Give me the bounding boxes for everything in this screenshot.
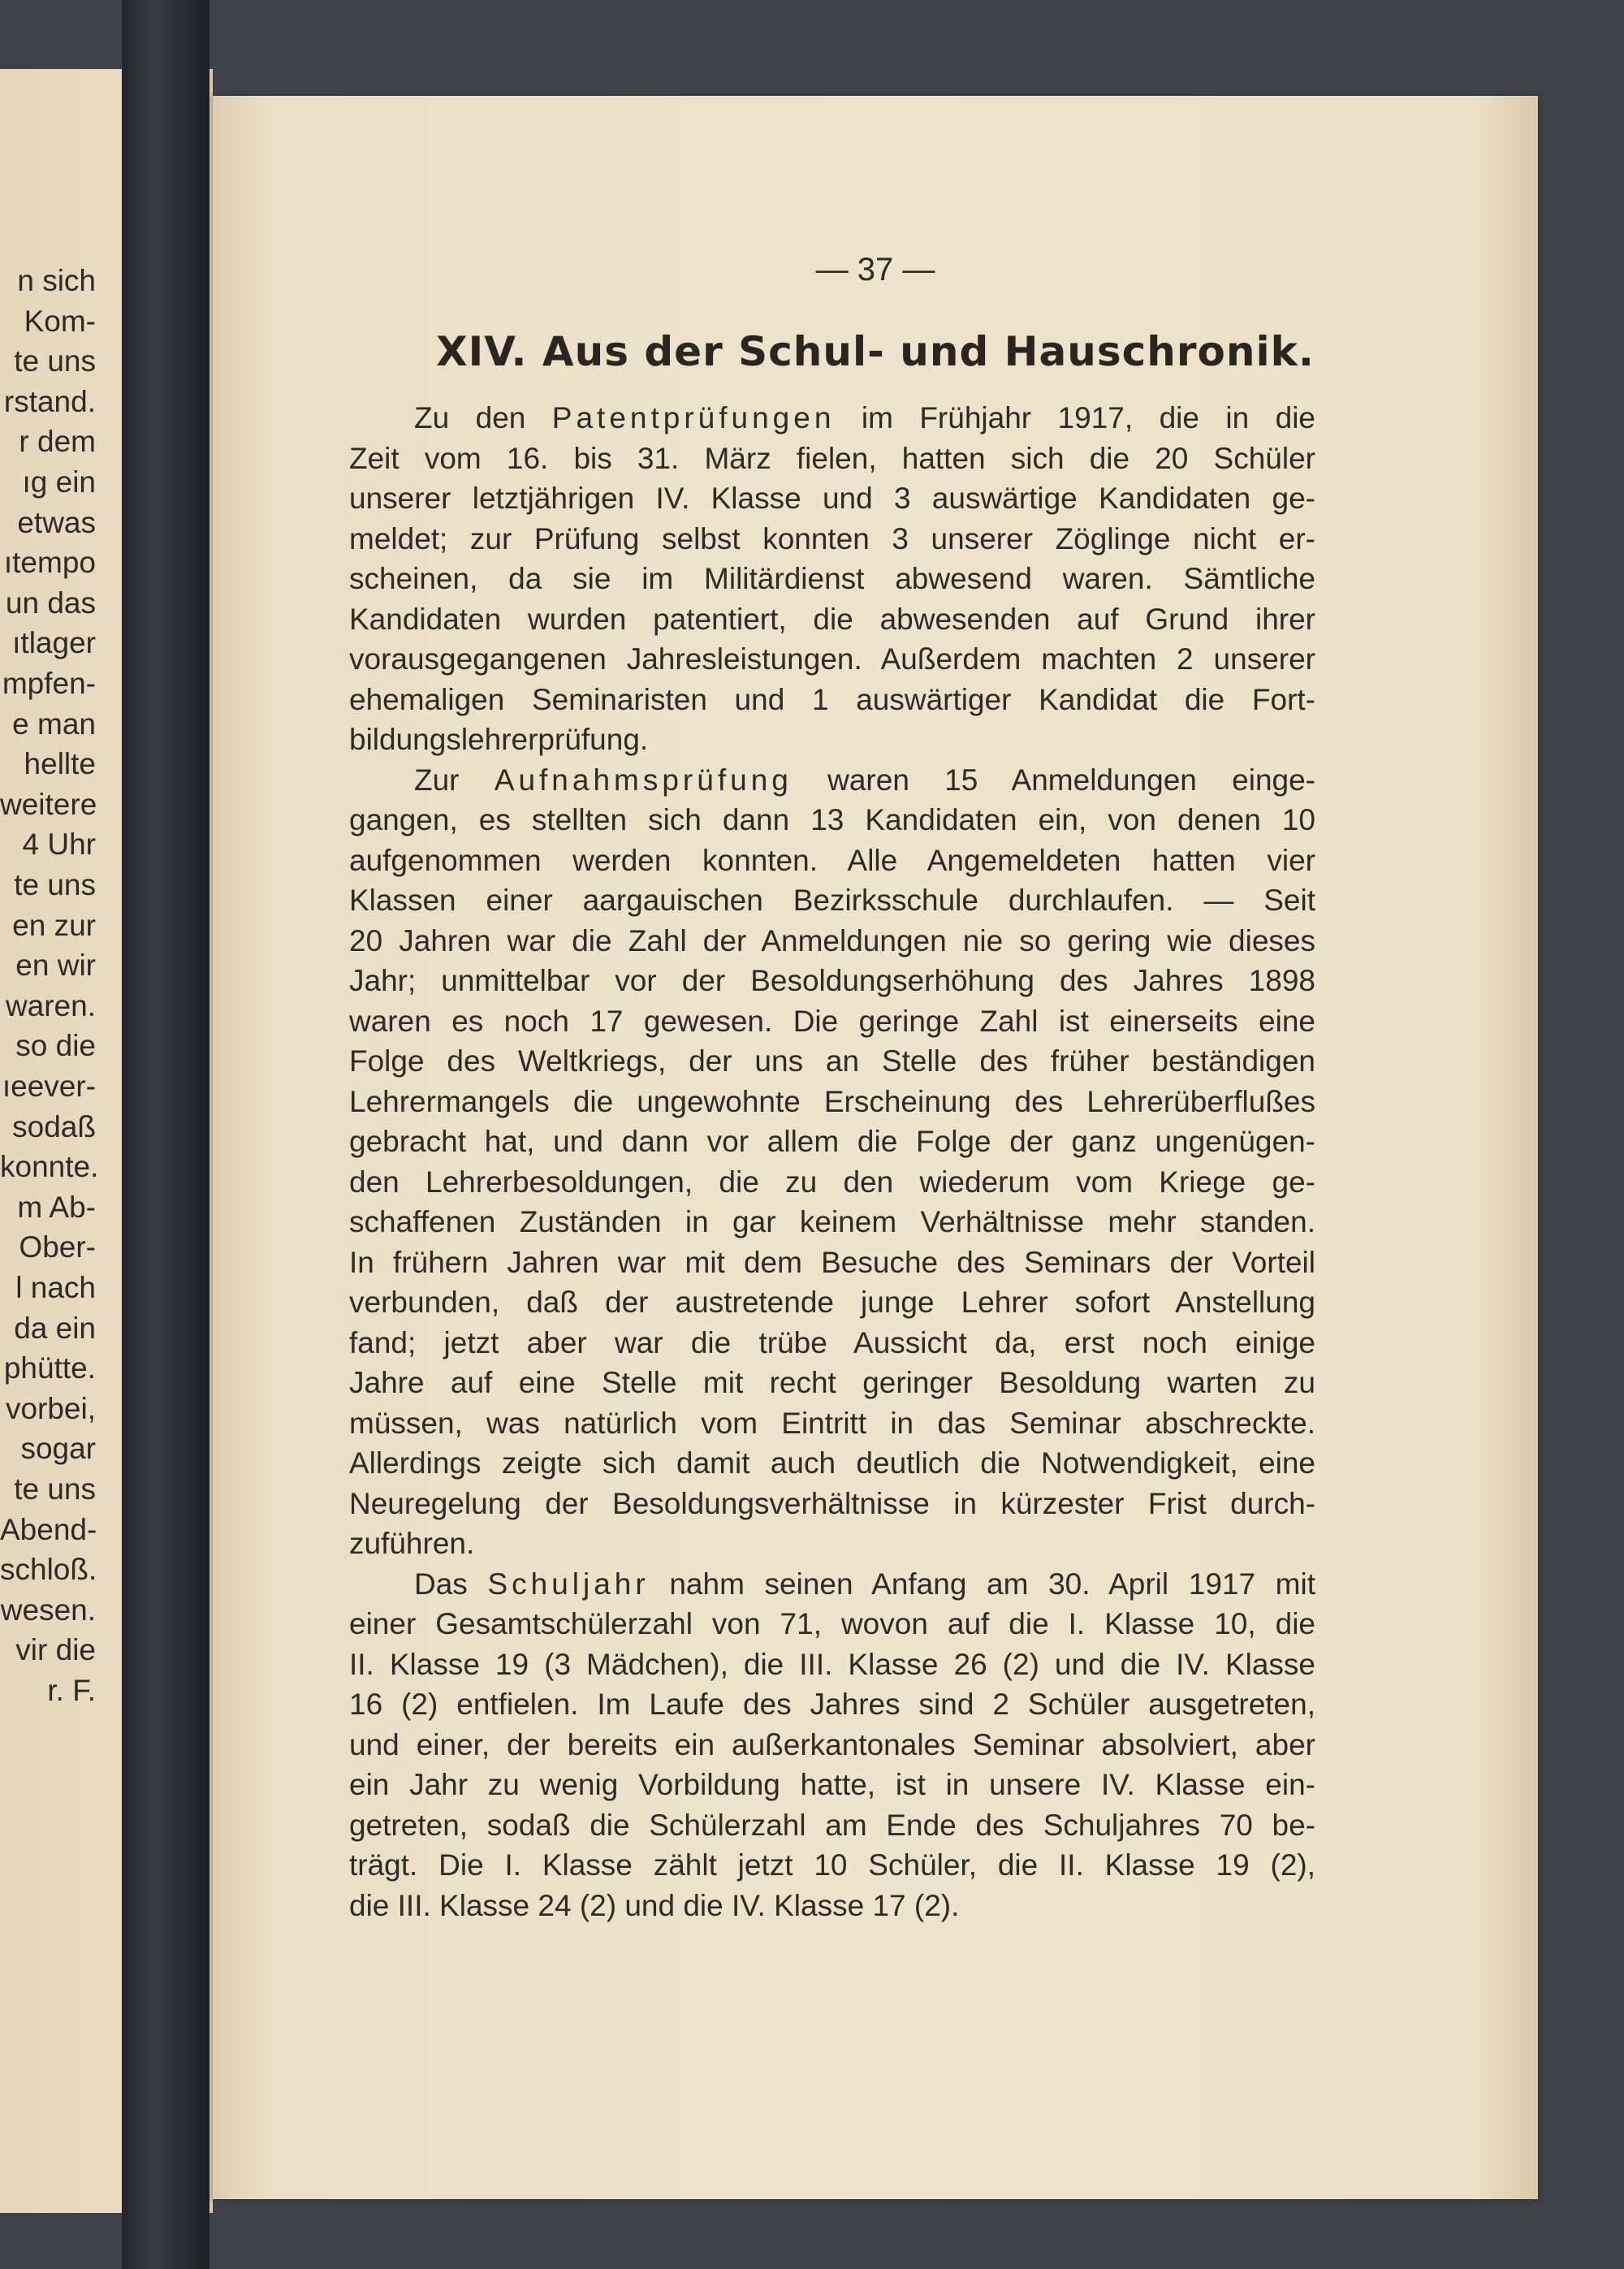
paragraph-line: unserer letztjährigen IV. Klasse und 3 auswärtige Kandidaten ge- xyxy=(349,482,1315,515)
paragraph-line xyxy=(414,403,1315,433)
left-page-line: phütte. xyxy=(3,1351,96,1385)
left-page-line: konnte. xyxy=(0,1150,99,1184)
paragraph-line: einer Gesamtschülerzahl von 71, wovon auf die I. Klasse 10, die xyxy=(349,1607,1315,1640)
paragraph-line: 20 Jahren war die Zahl der Anmeldungen nie so gering wie dieses xyxy=(349,923,1315,957)
left-page-line: l nach xyxy=(15,1271,96,1304)
left-page-line: rstand. xyxy=(3,384,96,418)
paragraph-line: Zeit vom 16. bis 31. März fielen, hatten sich die 20 Schüler xyxy=(349,441,1315,475)
left-page-line: te uns xyxy=(14,1472,96,1506)
line-trail-text: waren 15 Anmeldungen einge- xyxy=(792,763,1315,797)
spaced-emphasis-term: Schuljahr xyxy=(487,1567,650,1601)
left-page-line: Abend- xyxy=(0,1512,97,1546)
line-lead-text: Zur xyxy=(414,763,495,797)
left-page-line: en wir xyxy=(15,949,96,983)
paragraph-line: schaffenen Zuständen in gar keinem Verhältnisse mehr standen. xyxy=(349,1205,1315,1238)
paragraph-line: gangen, es stellten sich dann 13 Kandidaten ein, von denen 10 xyxy=(349,803,1315,836)
paragraph-line: II. Klasse 19 (3 Mädchen), die III. Klasse 26 (2) und die IV. Klasse xyxy=(349,1647,1315,1681)
left-page-line: schloß. xyxy=(0,1553,97,1587)
left-page-line: vir die xyxy=(15,1633,96,1667)
paragraph-line xyxy=(414,1569,1315,1599)
paragraph-line: Jahre auf eine Stelle mit recht geringer Besoldung warten zu xyxy=(349,1366,1315,1399)
paragraph-line: müssen, was natürlich vom Eintritt in das Seminar abschreckte. xyxy=(349,1406,1315,1440)
book-binding xyxy=(122,0,209,2269)
left-page-line: ıtempo xyxy=(3,546,96,580)
left-page-line: ıtlager xyxy=(12,626,96,660)
paragraph-line: getreten, sodaß die Schülerzahl am Ende des Schuljahres 70 be- xyxy=(349,1808,1315,1842)
left-page-line: waren. xyxy=(5,988,96,1022)
left-page-line: sodaß xyxy=(12,1109,96,1143)
left-page-line: n sich xyxy=(17,264,96,297)
paragraph-line: scheinen, da sie im Militärdienst abwesend waren. Sämtliche xyxy=(349,562,1315,595)
left-page-line: etwas xyxy=(17,505,96,539)
left-page-line: hellte xyxy=(24,747,96,781)
paragraph-line: Neuregelung der Besoldungsverhältnisse in kürzester Frist durch- xyxy=(349,1486,1315,1520)
paragraph-line: Allerdings zeigte sich damit auch deutlich die Notwendigkeit, eine xyxy=(349,1446,1315,1480)
left-page-line: Kom- xyxy=(24,304,96,338)
left-page-line: ıg ein xyxy=(22,465,96,499)
left-page-line: 4 Uhr xyxy=(22,828,96,862)
left-page-line: so die xyxy=(15,1029,96,1063)
paragraph-line: gebracht hat, und dann vor allem die Folge der ganz ungenügen- xyxy=(349,1125,1315,1158)
spaced-emphasis-term: Patentprüfungen xyxy=(551,401,836,434)
paragraph-line xyxy=(414,765,1315,795)
paragraph-line: vorausgegangenen Jahresleistungen. Außerdem machten 2 unserer xyxy=(349,642,1315,676)
left-page-line: m Ab- xyxy=(17,1190,96,1224)
paragraph-line: den Lehrerbesoldungen, die zu den wiederum vom Kriege ge- xyxy=(349,1165,1315,1199)
left-page-line: un das xyxy=(5,586,96,620)
paragraph-line: In frühern Jahren war mit dem Besuche des Seminars der Vorteil xyxy=(349,1245,1315,1279)
paragraph-line: 16 (2) entfielen. Im Laufe des Jahres sind 2 Schüler ausgetreten, xyxy=(349,1688,1315,1721)
paragraph-line: bildungslehrerprüfung. xyxy=(349,723,649,756)
left-page-line: r dem xyxy=(19,425,96,459)
left-page-line: weitere xyxy=(0,787,97,821)
chapter-title: XIV. Aus der Schul- und Hauschronik. xyxy=(436,328,1315,375)
left-page-line: vorbei, xyxy=(5,1391,96,1425)
left-page-line: en zur xyxy=(12,908,96,942)
paragraph-line: die III. Klasse 24 (2) und die IV. Klasse 17 (2). xyxy=(349,1888,960,1922)
spaced-emphasis-term: Aufnahmsprüfung xyxy=(494,763,793,797)
paragraph-line: fand; jetzt aber war die trübe Aussicht da, erst noch einige xyxy=(349,1325,1315,1359)
paragraph-line: Lehrermangels die ungewohnte Erscheinung des Lehrerüberflußes xyxy=(349,1084,1315,1118)
paragraph-line: aufgenommen werden konnten. Alle Angemeldeten hatten vier xyxy=(349,843,1315,877)
paragraph-line: ein Jahr zu wenig Vorbildung hatte, ist in unsere IV. Klasse ein- xyxy=(349,1768,1315,1801)
left-page-line: te uns xyxy=(14,344,96,378)
line-trail-text: im Frühjahr 1917, die in die xyxy=(835,401,1315,434)
paragraph-line: Klassen einer aargauischen Bezirksschule durchlaufen. — Seit xyxy=(349,884,1315,917)
paragraph-line: Jahr; unmittelbar vor der Besoldungserhöhung des Jahres 1898 xyxy=(349,964,1315,997)
left-page-line: wesen. xyxy=(0,1593,96,1627)
paragraph-line: trägt. Die I. Klasse zählt jetzt 10 Schüler, die II. Klasse 19 (2), xyxy=(349,1848,1315,1882)
left-page-line: sogar xyxy=(20,1432,96,1466)
paragraph-line: verbunden, daß der austretende junge Lehrer sofort Anstellung xyxy=(349,1286,1315,1319)
left-page-line: te uns xyxy=(14,868,96,901)
line-lead-text: Zu den xyxy=(414,401,552,434)
left-page-line: mpfen- xyxy=(2,667,96,700)
paragraph-line: waren es noch 17 gewesen. Die geringe Zahl ist einerseits eine xyxy=(349,1004,1315,1038)
left-page-line: da ein xyxy=(14,1311,96,1345)
line-trail-text: nahm seinen Anfang am 30. April 1917 mit xyxy=(649,1567,1316,1601)
paragraph-line: Folge des Weltkriegs, der uns an Stelle des früher beständigen xyxy=(349,1044,1315,1078)
left-page-line: e man xyxy=(12,707,96,741)
line-lead-text: Das xyxy=(414,1567,488,1601)
paragraph-line: Kandidaten wurden patentiert, die abwesenden auf Grund ihrer xyxy=(349,602,1315,636)
left-page-line: ıeever- xyxy=(2,1070,96,1103)
page-number: — 37 — xyxy=(815,252,935,287)
paragraph-line: und einer, der bereits ein außerkantonales Seminar absolviert, aber xyxy=(349,1727,1315,1761)
paragraph-line: zuführen. xyxy=(349,1527,475,1560)
left-page-line: r. F. xyxy=(47,1674,96,1707)
paragraph-line: ehemaligen Seminaristen und 1 auswärtiger Kandidat die Fort- xyxy=(349,682,1315,716)
left-page-line: Ober- xyxy=(19,1230,96,1264)
right-page xyxy=(213,96,1538,2199)
paragraph-line: meldet; zur Prüfung selbst konnten 3 unserer Zöglinge nicht er- xyxy=(349,521,1315,555)
